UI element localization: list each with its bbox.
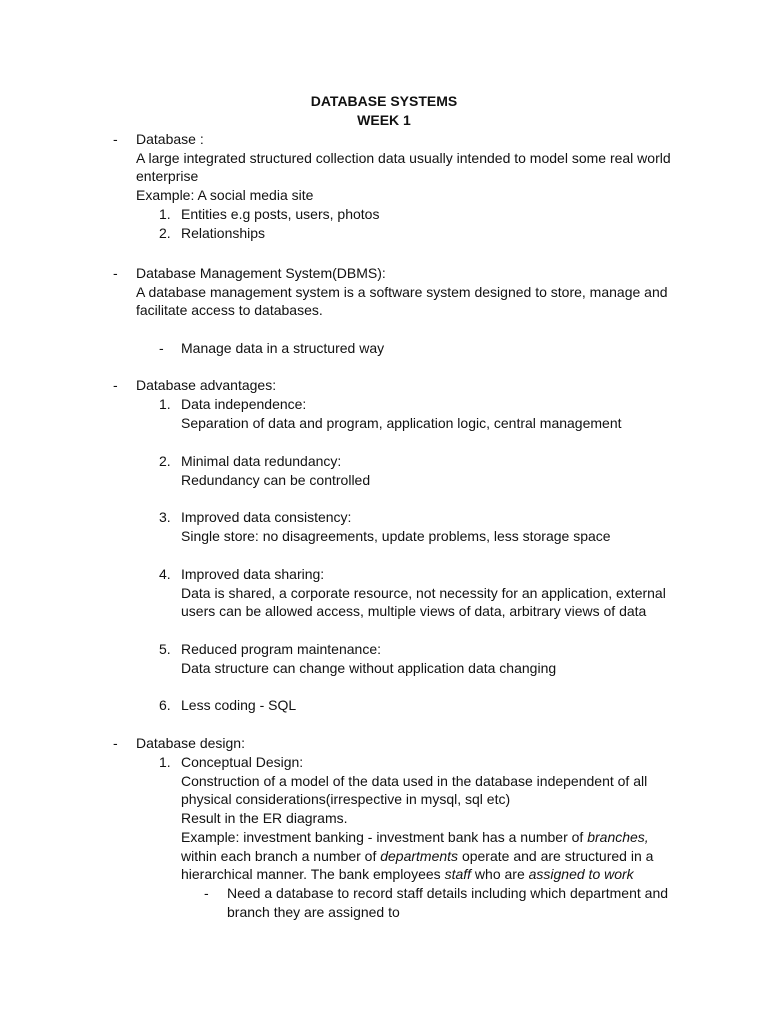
document-title: DATABASE SYSTEMS [310,93,458,109]
sub-bullet-marker: - [159,340,164,356]
bullet-marker: - [113,377,118,393]
list-number: 1. [159,754,171,770]
list-number: 3. [159,509,171,525]
list-number: 4. [159,566,171,582]
definition-text: enterprise [136,168,199,184]
advantage-detail: Data is shared, a corporate resource, not necessity for an application, external [181,585,666,601]
design-item-title: Conceptual Design: [181,754,304,770]
emphasis-text: staff [444,866,472,882]
advantage-detail: Data structure can change without application data changing [181,660,557,676]
list-number: 2. [159,453,171,469]
bullet-marker: - [113,265,118,281]
sub-bullet-marker: - [204,885,209,901]
advantage-detail: Separation of data and program, application logic, central management [181,415,622,431]
section-heading: Database advantages: [136,377,277,393]
emphasis-text: branches, [587,829,649,845]
bullet-marker: - [113,131,118,147]
example-text: Example: A social media site [136,187,314,203]
design-text: Construction of a model of the data used in the database independent of all [181,773,648,789]
emphasis-text: assigned to work [528,866,634,882]
list-number: 6. [159,697,171,713]
example-line [181,848,653,864]
example-line [181,829,649,845]
advantage-title: Reduced program maintenance: [181,641,382,657]
example-line [181,866,634,882]
advantage-title: Less coding - SQL [181,697,297,713]
list-number: 1. [159,206,171,222]
advantage-title: Improved data sharing: [181,566,325,582]
example-text: operate and are structured in a [458,848,654,864]
list-number: 1. [159,396,171,412]
sub-bullet-text: Manage data in a structured way [181,340,385,356]
list-item: Relationships [181,225,266,241]
section-heading: Database : [136,131,204,147]
advantage-detail: Redundancy can be controlled [181,472,371,488]
example-text: who are [471,866,529,882]
emphasis-text: departments [380,848,459,864]
list-number: 2. [159,225,171,241]
example-text: Example: investment banking - investment bank has a number of [181,829,588,845]
design-text: physical considerations(irrespective in mysql, sql etc) [181,791,511,807]
advantage-detail: Single store: no disagreements, update problems, less storage space [181,528,611,544]
example-text: hierarchical manner. The bank employees [181,866,445,882]
definition-text: A database management system is a software system designed to store, manage and [136,284,668,300]
definition-text: A large integrated structured collection data usually intended to model some real world [136,150,671,166]
advantage-title: Improved data consistency: [181,509,352,525]
sub-bullet-text: Need a database to record staff details including which department and [227,885,669,901]
sub-bullet-text: branch they are assigned to [227,904,400,920]
section-heading: Database Management System(DBMS): [136,265,386,281]
document-subtitle: WEEK 1 [357,112,411,128]
bullet-marker: - [113,735,118,751]
list-item: Entities e.g posts, users, photos [181,206,380,222]
advantage-detail: users can be allowed access, multiple views of data, arbitrary views of data [181,603,647,619]
example-text: within each branch a number of [181,848,381,864]
design-text: Result in the ER diagrams. [181,810,348,826]
definition-text: facilitate access to databases. [136,302,323,318]
advantage-title: Data independence: [181,396,307,412]
advantage-title: Minimal data redundancy: [181,453,342,469]
section-heading: Database design: [136,735,245,751]
list-number: 5. [159,641,171,657]
